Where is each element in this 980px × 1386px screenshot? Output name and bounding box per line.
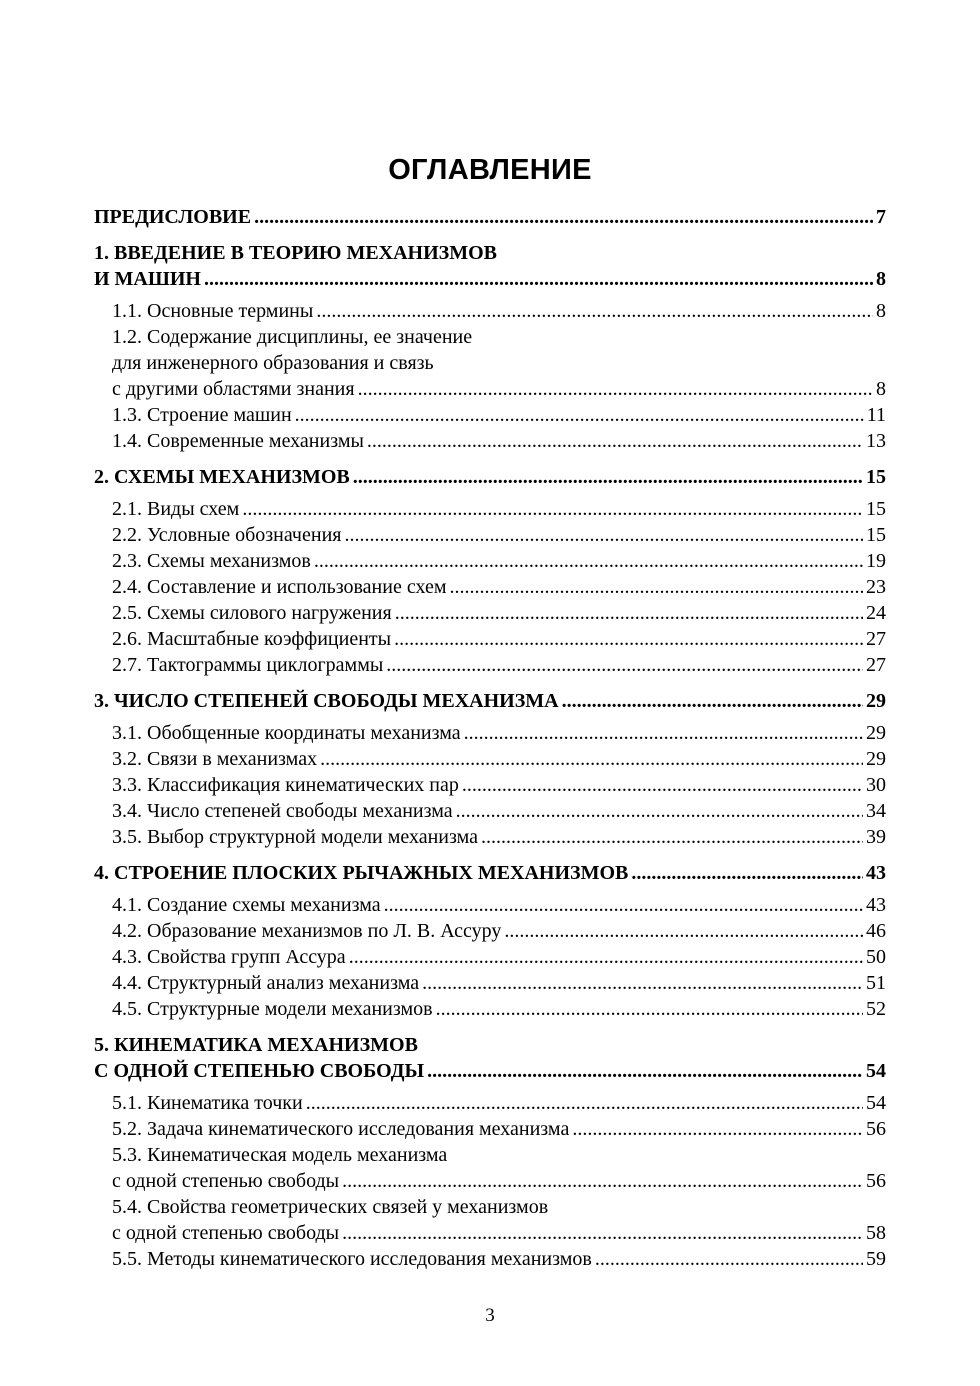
toc-section-4-4[interactable] <box>94 970 886 996</box>
toc-section-1-1[interactable] <box>94 298 886 324</box>
toc-page-number: 8 <box>876 300 886 322</box>
leader-dots <box>436 996 863 1022</box>
toc-section-1-2-line-2[interactable] <box>94 350 886 376</box>
toc-page-number: 29 <box>866 748 886 770</box>
leader-dots <box>306 1090 863 1116</box>
leader-dots <box>572 1116 863 1142</box>
toc-entry-label: 2.5. Схемы силового нагружения <box>112 602 392 624</box>
toc-page-number: 46 <box>866 920 886 942</box>
leader-dots <box>462 772 863 798</box>
toc-page-number: 50 <box>866 946 886 968</box>
leader-dots <box>295 402 864 428</box>
toc-section-4-2[interactable] <box>94 918 886 944</box>
toc-section-3-1[interactable] <box>94 720 886 746</box>
toc-page-number: 15 <box>866 524 886 546</box>
toc-section-5-3-line-1[interactable] <box>94 1142 886 1168</box>
toc-page-number: 54 <box>866 1092 886 1114</box>
toc-chapter-5[interactable] <box>94 1058 886 1084</box>
toc-entry-label: 1.1. Основные термины <box>112 300 314 322</box>
toc-chapter-1-line-1[interactable] <box>94 240 886 266</box>
toc-section-2-2[interactable] <box>94 522 886 548</box>
toc-section-2-1[interactable] <box>94 496 886 522</box>
toc-section-4-5[interactable] <box>94 996 886 1022</box>
toc-entry-label: 4.1. Создание схемы механизма <box>112 894 381 916</box>
toc-page-number: 23 <box>866 576 886 598</box>
leader-dots <box>595 1246 863 1272</box>
toc-section-4-3[interactable] <box>94 944 886 970</box>
toc-entry-label: 4.5. Структурные модели механизмов <box>112 998 433 1020</box>
toc-entry-label: с одной степенью свободы <box>112 1170 340 1192</box>
toc-entry-label: 2.3. Схемы механизмов <box>112 550 311 572</box>
toc-entry-label: 2.1. Виды схем <box>112 498 240 520</box>
toc-entry-label: И МАШИН <box>94 268 201 290</box>
toc-section-2-4[interactable] <box>94 574 886 600</box>
toc-page-number: 59 <box>866 1248 886 1270</box>
toc-section-1-2-line-1[interactable] <box>94 324 886 350</box>
toc-entry-label: с одной степенью свободы <box>112 1222 340 1244</box>
toc-entry-label: 2.2. Условные обозначения <box>112 524 342 546</box>
toc-entry-label: 2.4. Составление и использование схем <box>112 576 447 598</box>
toc-section-5-4[interactable] <box>94 1220 886 1246</box>
toc-section-5-1[interactable] <box>94 1090 886 1116</box>
toc-page-number: 58 <box>866 1222 886 1244</box>
leader-dots <box>314 548 863 574</box>
leader-dots <box>395 600 863 626</box>
leader-dots <box>384 892 863 918</box>
toc-entry-preface[interactable] <box>94 204 886 230</box>
toc-entry-label: 5.1. Кинематика точки <box>112 1092 303 1114</box>
leader-dots <box>456 798 863 824</box>
toc-page-number: 8 <box>876 268 886 290</box>
toc-entry-label: для инженерного образования и связь <box>112 352 434 374</box>
toc-section-2-7[interactable] <box>94 652 886 678</box>
toc-page-number: 30 <box>866 774 886 796</box>
page-number: 3 <box>485 1305 495 1326</box>
leader-dots <box>344 522 863 548</box>
toc-section-3-3[interactable] <box>94 772 886 798</box>
toc-entry-label: 2. СХЕМЫ МЕХАНИЗМОВ <box>94 466 350 488</box>
toc-page-number: 39 <box>866 826 886 848</box>
toc-entry-label: 3.5. Выбор структурной модели механизма <box>112 826 479 848</box>
leader-dots <box>367 428 863 454</box>
leader-dots <box>254 204 873 230</box>
toc-page-number: 54 <box>866 1060 886 1082</box>
leader-dots <box>464 720 863 746</box>
toc-entry-label: 1.4. Современные механизмы <box>112 430 364 452</box>
toc-section-2-3[interactable] <box>94 548 886 574</box>
toc-section-1-2[interactable] <box>94 376 886 402</box>
toc-page-number: 29 <box>866 690 886 712</box>
toc-page-number: 27 <box>866 654 886 676</box>
toc-entry-label: 1.3. Строение машин <box>112 404 292 426</box>
toc-page-number: 11 <box>866 404 886 426</box>
toc-section-2-6[interactable] <box>94 626 886 652</box>
toc-entry-label: 5. КИНЕМАТИКА МЕХАНИЗМОВ <box>94 1034 418 1056</box>
table-of-contents <box>94 204 886 1272</box>
leader-dots <box>342 1168 863 1194</box>
leader-dots <box>358 376 873 402</box>
toc-page-number: 13 <box>866 430 886 452</box>
toc-section-4-1[interactable] <box>94 892 886 918</box>
toc-chapter-5-line-1[interactable] <box>94 1032 886 1058</box>
toc-section-5-5[interactable] <box>94 1246 886 1272</box>
leader-dots <box>242 496 863 522</box>
leader-dots <box>422 970 863 996</box>
leader-dots <box>450 574 864 600</box>
toc-page-number: 15 <box>866 498 886 520</box>
toc-entry-label: 3.4. Число степеней свободы механизма <box>112 800 453 822</box>
toc-section-1-4[interactable] <box>94 428 886 454</box>
toc-page-number: 7 <box>876 206 886 228</box>
leader-dots <box>427 1058 863 1084</box>
toc-page-number: 27 <box>866 628 886 650</box>
leader-dots <box>386 652 863 678</box>
toc-entry-label: 3.1. Обобщенные координаты механизма <box>112 722 461 744</box>
toc-section-1-3[interactable] <box>94 402 886 428</box>
toc-entry-label: 5.5. Методы кинематического исследования механизмов <box>112 1248 592 1270</box>
leader-dots <box>394 626 863 652</box>
toc-section-3-2[interactable] <box>94 746 886 772</box>
leader-dots <box>342 1220 863 1246</box>
toc-entry-label: 5.3. Кинематическая модель механизма <box>112 1144 448 1166</box>
toc-page-number: 24 <box>866 602 886 624</box>
toc-page-number: 15 <box>866 466 886 488</box>
toc-entry-label: ПРЕДИСЛОВИЕ <box>94 206 252 228</box>
toc-page-number: 34 <box>866 800 886 822</box>
toc-entry-label: 4. СТРОЕНИЕ ПЛОСКИХ РЫЧАЖНЫХ МЕХАНИЗМОВ <box>94 862 629 884</box>
toc-page-number: 56 <box>866 1170 886 1192</box>
toc-entry-label: 4.3. Свойства групп Ассура <box>112 946 346 968</box>
toc-entry-label: 3. ЧИСЛО СТЕПЕНЕЙ СВОБОДЫ МЕХАНИЗМА <box>94 690 559 712</box>
toc-section-3-4[interactable] <box>94 798 886 824</box>
toc-entry-label: С ОДНОЙ СТЕПЕНЬЮ СВОБОДЫ <box>94 1060 425 1082</box>
toc-section-5-2[interactable] <box>94 1116 886 1142</box>
toc-page-number: 56 <box>866 1118 886 1140</box>
toc-page-number: 29 <box>866 722 886 744</box>
toc-chapter-3[interactable] <box>94 688 886 714</box>
toc-page-number: 8 <box>876 378 886 400</box>
toc-entry-label: 3.2. Связи в механизмах <box>112 748 318 770</box>
leader-dots <box>320 746 863 772</box>
toc-section-5-4-line-1[interactable] <box>94 1194 886 1220</box>
leader-dots <box>562 688 863 714</box>
toc-entry-label: 4.2. Образование механизмов по Л. В. Ассуру <box>112 920 502 942</box>
toc-page-number: 51 <box>866 972 886 994</box>
toc-section-2-5[interactable] <box>94 600 886 626</box>
leader-dots <box>631 860 863 886</box>
toc-entry-label: 5.2. Задача кинематического исследования механизма <box>112 1118 570 1140</box>
toc-entry-label: с другими областями знания <box>112 378 355 400</box>
leader-dots <box>204 266 873 292</box>
leader-dots <box>353 464 863 490</box>
leader-dots <box>316 298 873 324</box>
toc-page-number: 43 <box>866 894 886 916</box>
toc-entry-label: 3.3. Классификация кинематических пар <box>112 774 459 796</box>
toc-entry-label: 5.4. Свойства геометрических связей у механизмов <box>112 1196 549 1218</box>
toc-entry-label: 2.7. Тактограммы циклограммы <box>112 654 384 676</box>
leader-dots <box>481 824 863 850</box>
toc-section-3-5[interactable] <box>94 824 886 850</box>
toc-entry-label: 1. ВВЕДЕНИЕ В ТЕОРИЮ МЕХАНИЗМОВ <box>94 242 497 264</box>
toc-chapter-4[interactable] <box>94 860 886 886</box>
toc-chapter-2[interactable] <box>94 464 886 490</box>
toc-page-number: 19 <box>866 550 886 572</box>
leader-dots <box>504 918 863 944</box>
toc-section-5-3[interactable] <box>94 1168 886 1194</box>
toc-entry-label: 4.4. Структурный анализ механизма <box>112 972 420 994</box>
toc-entry-label: 2.6. Масштабные коэффициенты <box>112 628 392 650</box>
toc-entry-label: 1.2. Содержание дисциплины, ее значение <box>112 326 473 348</box>
toc-page-number: 43 <box>866 862 886 884</box>
page-title: ОГЛАВЛЕНИЕ <box>388 154 592 186</box>
toc-page-number: 52 <box>866 998 886 1020</box>
leader-dots <box>349 944 863 970</box>
toc-chapter-1[interactable] <box>94 266 886 292</box>
